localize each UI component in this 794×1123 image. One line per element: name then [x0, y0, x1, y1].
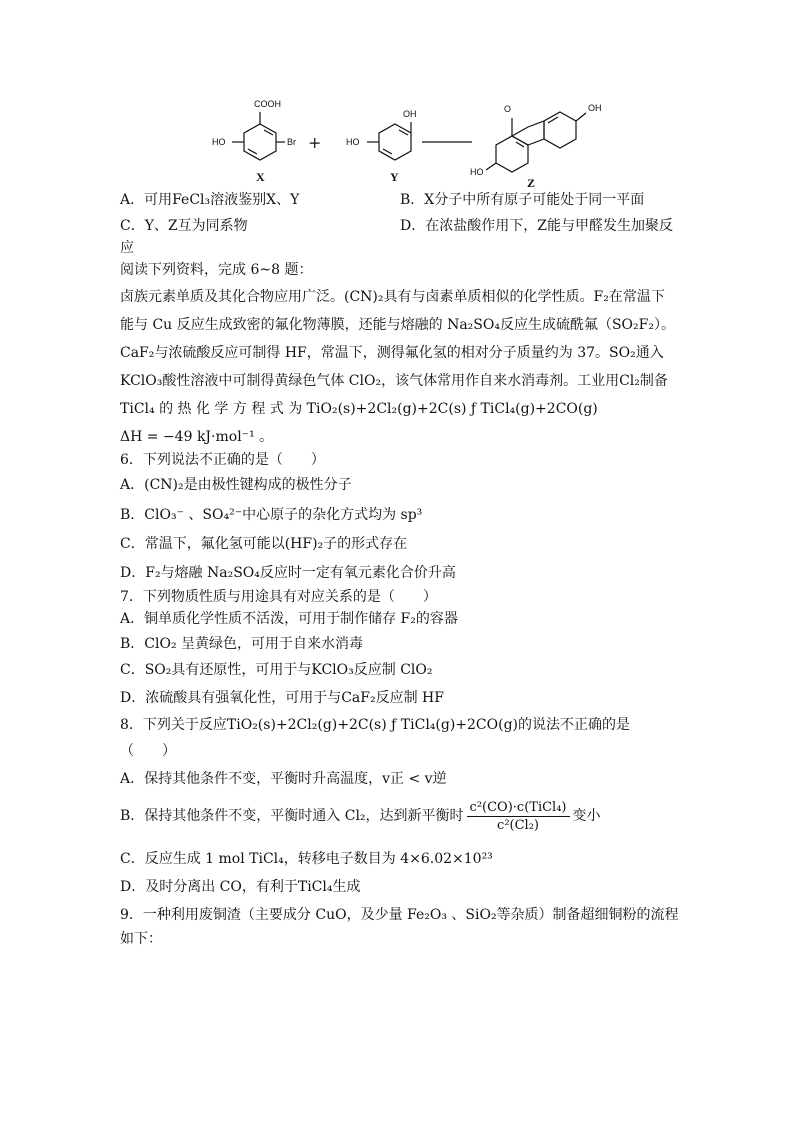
molecule-y-ring [379, 124, 411, 160]
q8-option-c: C．反应生成 1 mol TiCl₄，转移电子数目为 4×6.02×10²³ [120, 851, 493, 867]
fraction-numerator: c²(CO)·c(TiCl₄) [467, 799, 570, 817]
molecule-z-ring-right [544, 112, 576, 148]
reading-paragraph-line-5: TiCl₄ 的 热 化 学 方 程 式 为 TiO₂(s)+2Cl₂(g)+2C(s) ƒ TiCl₄(g)+2CO(g) [120, 401, 598, 417]
q5-option-d-continued: 应 [120, 240, 134, 256]
plus-sign: + [308, 133, 322, 152]
concentration-ratio-fraction [467, 799, 570, 834]
q5-option-a: A．可用FeCl₃溶液鉴别X、Y [120, 192, 300, 208]
y-ho-label: HO [346, 137, 360, 147]
molecule-x-ring [244, 124, 276, 160]
q8-option-b [120, 796, 601, 836]
x-ho-label: HO [212, 137, 226, 147]
molecule-x-label: X [256, 170, 265, 184]
reading-paragraph-line-4: KClO₃酸性溶液中可制得黄绿色气体 ClO₂，该气体常用作自来水消毒剂。工业用Cl₂制备 [120, 373, 668, 389]
q7-option-c: C．SO₂具有还原性，可用于与KClO₃反应制 ClO₂ [120, 662, 433, 678]
q7-stem: 7．下列物质性质与用途具有对应关系的是（ ） [120, 589, 437, 605]
x-br-label: Br [287, 137, 296, 147]
q8-option-b-suffix: 变小 [572, 808, 601, 824]
reaction-scheme [190, 96, 610, 188]
q7-option-b: B．ClO₂ 呈黄绿色，可用于自来水消毒 [120, 636, 364, 652]
fraction-denominator: c²(Cl₂) [497, 817, 539, 833]
q5-option-c: C．Y、Z互为同系物 [120, 218, 248, 234]
molecule-z-ring-left [496, 136, 528, 172]
z-oh-label: OH [588, 103, 602, 113]
q7-option-a: A．铜单质化学性质不活泼，可用于制作储存 F₂的容器 [120, 611, 458, 627]
q6-option-c: C．常温下，氟化氢可能以(HF)₂子的形式存在 [120, 536, 408, 552]
z-carbonyl-o-label: O [504, 104, 512, 114]
q8-option-b-text: B．保持其他条件不变，平衡时通入 Cl₂，达到新平衡时 [120, 808, 464, 824]
molecule-z-label: Z [527, 176, 536, 190]
q7-option-d: D．浓硫酸具有强氧化性，可用于与CaF₂反应制 HF [120, 690, 444, 706]
q8-option-d: D．及时分离出 CO，有利于TiCl₄生成 [120, 879, 361, 895]
reading-paragraph-line-2: 能与 Cu 反应生成致密的氟化物薄膜，还能与熔融的 Na₂SO₄反应生成硫酰氟（SO₂F₂）。 [120, 317, 675, 333]
q8-stem-continued: （ ） [120, 743, 176, 759]
x-cooh-label: COOH [254, 99, 281, 109]
reading-paragraph-line-3: CaF₂与浓硫酸反应可制得 HF，常温下，测得氟化氢的相对分子质量约为 37。SO₂通入 [120, 345, 664, 361]
q6-stem: 6．下列说法不正确的是（ ） [120, 452, 325, 468]
q9-stem-continued: 如下： [120, 931, 162, 947]
reading-paragraph-line-6: ΔH = −49 kJ·mol⁻¹ 。 [120, 429, 274, 445]
molecule-y-label: Y [390, 170, 399, 184]
q8-option-a: A．保持其他条件不变，平衡时升高温度，v正 < v逆 [120, 771, 447, 787]
y-oh-label: OH [403, 109, 417, 119]
reading-paragraph-line-1: 卤族元素单质及其化合物应用广泛。(CN)₂具有与卤素单质相似的化学性质。F₂在常温下 [120, 289, 665, 305]
q6-option-a: A．(CN)₂是由极性键构成的极性分子 [120, 477, 352, 493]
q5-option-b: B．X分子中所有原子可能处于同一平面 [400, 192, 645, 208]
q5-option-d: D．在浓盐酸作用下，Z能与甲醛发生加聚反 [400, 218, 673, 234]
reaction-scheme-drawing [190, 96, 610, 188]
q6-option-b: B．ClO₃⁻ 、SO₄²⁻中心原子的杂化方式均为 sp³ [120, 507, 423, 523]
q6-option-d: D．F₂与熔融 Na₂SO₄反应时一定有氧元素化合价升高 [120, 565, 456, 581]
q8-stem: 8．下列关于反应TiO₂(s)+2Cl₂(g)+2C(s) ƒ TiCl₄(g)+2CO(g)的说法不正确的是 [120, 717, 631, 733]
z-ho-label: HO [470, 167, 484, 177]
molecule-z-ring-middle [512, 121, 544, 145]
q9-stem: 9．一种利用废铜渣（主要成分 CuO，及少量 Fe₂O₃ 、SiO₂等杂质）制备超细铜粉的流程 [120, 907, 679, 923]
reading-heading: 阅读下列资料，完成 6~8 题： [120, 262, 313, 278]
